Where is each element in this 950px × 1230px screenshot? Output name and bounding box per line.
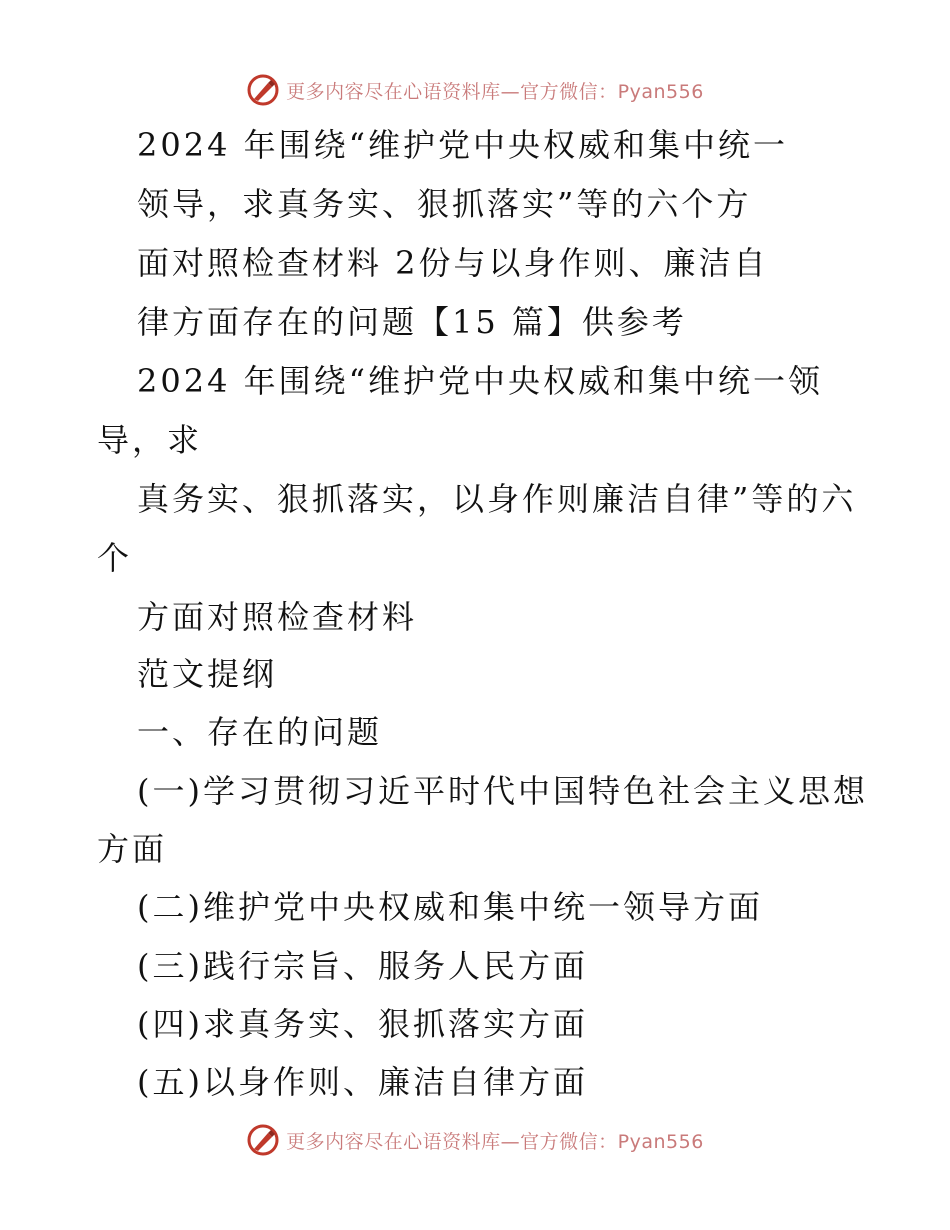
watermark-text: 更多内容尽在心语资料库—官方微信：Pyan556 xyxy=(286,80,704,103)
outline-item-1-cont: 方面 xyxy=(97,830,168,868)
subtitle-line-5: 方面对照检查材料 xyxy=(137,598,418,636)
outline-item-4: (四)求真务实、狠抓落实方面 xyxy=(137,1005,588,1043)
header-watermark xyxy=(0,70,950,110)
title-line-2: 领导，求真务实、狠抓落实”等的六个方 xyxy=(137,185,752,223)
subtitle-line-2: 导，求 xyxy=(97,421,203,459)
pen-logo-icon xyxy=(246,73,280,107)
outline-item-1: (一)学习贯彻习近平时代中国特色社会主义思想 xyxy=(137,772,868,810)
pen-logo-icon xyxy=(246,1123,280,1157)
outline-heading: 范文提纲 xyxy=(137,655,278,693)
subtitle-line-1: 2024 年围绕“维护党中央权威和集中统一领 xyxy=(137,362,823,400)
title-line-1: 2024 年围绕“维护党中央权威和集中统一 xyxy=(137,126,788,164)
outline-item-5: (五)以身作则、廉洁自律方面 xyxy=(137,1063,588,1101)
footer-watermark xyxy=(0,1120,950,1160)
watermark-text: 更多内容尽在心语资料库—官方微信：Pyan556 xyxy=(286,1130,704,1153)
subtitle-line-4: 个 xyxy=(97,539,133,577)
outline-item-3: (三)践行宗旨、服务人民方面 xyxy=(137,947,588,985)
subtitle-line-3: 真务实、狠抓落实，以身作则廉洁自律”等的六 xyxy=(137,480,857,518)
section-heading: 一、存在的问题 xyxy=(137,713,383,751)
title-line-3: 面对照检查材料 2份与以身作则、廉洁自 xyxy=(137,244,769,282)
title-line-4: 律方面存在的问题【15 篇】供参考 xyxy=(137,303,687,341)
outline-item-2: (二)维护党中央权威和集中统一领导方面 xyxy=(137,888,763,926)
